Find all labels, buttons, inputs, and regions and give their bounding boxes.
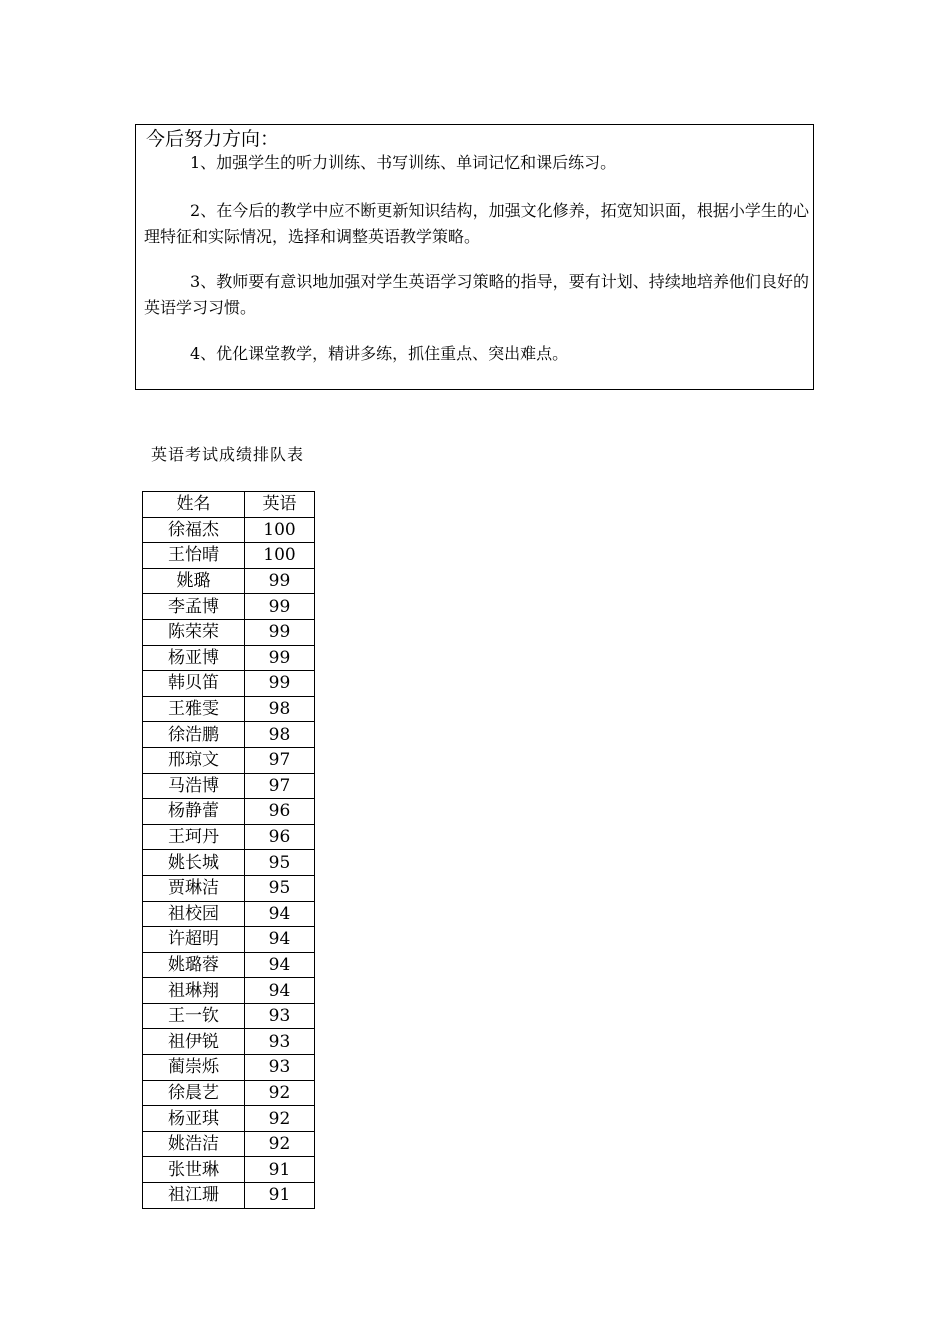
english-score-cell: 91	[245, 1157, 315, 1183]
table-row	[143, 568, 315, 594]
table-row	[143, 1055, 315, 1081]
table-row	[143, 1157, 315, 1183]
student-name-cell: 王珂丹	[143, 824, 245, 850]
table-row	[143, 1183, 315, 1209]
table-row	[143, 1029, 315, 1055]
improvement-direction-box	[135, 124, 814, 390]
improvement-item-4: 4、优化课堂教学，精讲多练，抓住重点、突出难点。	[190, 344, 569, 363]
table-row	[143, 517, 315, 543]
table-row	[143, 799, 315, 825]
student-name-cell: 姚长城	[143, 850, 245, 876]
student-name-cell: 祖伊锐	[143, 1029, 245, 1055]
student-name-cell: 韩贝笛	[143, 671, 245, 697]
english-score-cell: 97	[245, 747, 315, 773]
ranking-table-title: 英语考试成绩排队表	[151, 445, 305, 464]
table-row	[143, 824, 315, 850]
table-row	[143, 543, 315, 569]
english-score-cell: 92	[245, 1106, 315, 1132]
table-row	[143, 645, 315, 671]
student-name-cell: 姚璐	[143, 568, 245, 594]
student-name-cell: 许超明	[143, 927, 245, 953]
english-score-cell: 94	[245, 978, 315, 1004]
table-row	[143, 671, 315, 697]
student-name-cell: 姚浩洁	[143, 1131, 245, 1157]
student-name-cell: 王雅雯	[143, 696, 245, 722]
english-score-ranking-table	[142, 491, 315, 1209]
english-score-cell: 99	[245, 645, 315, 671]
student-name-cell: 王怡晴	[143, 543, 245, 569]
student-name-cell: 李孟博	[143, 594, 245, 620]
english-score-cell: 95	[245, 875, 315, 901]
table-row	[143, 901, 315, 927]
english-score-cell: 96	[245, 799, 315, 825]
table-row	[143, 1080, 315, 1106]
english-score-cell: 97	[245, 773, 315, 799]
student-name-cell: 陈荣荣	[143, 619, 245, 645]
english-score-cell: 95	[245, 850, 315, 876]
student-name-cell: 马浩博	[143, 773, 245, 799]
table-body	[143, 517, 315, 1208]
table-row	[143, 773, 315, 799]
improvement-item-2: 2、在今后的教学中应不断更新知识结构，加强文化修养，拓宽知识面，根据小学生的心理特征和实际情况，选择和调整英语教学策略。	[144, 201, 809, 246]
student-name-cell: 杨亚琪	[143, 1106, 245, 1132]
english-score-cell: 100	[245, 517, 315, 543]
table-header-row	[143, 492, 315, 518]
english-score-cell: 99	[245, 594, 315, 620]
table-row	[143, 978, 315, 1004]
english-score-cell: 93	[245, 1029, 315, 1055]
english-score-cell: 99	[245, 568, 315, 594]
student-name-cell: 蔺崇烁	[143, 1055, 245, 1081]
student-name-cell: 祖校园	[143, 901, 245, 927]
table-row	[143, 952, 315, 978]
improvement-item-3: 3、教师要有意识地加强对学生英语学习策略的指导，要有计划、持续地培养他们良好的英语学习习惯。	[144, 272, 809, 317]
student-name-cell: 徐福杰	[143, 517, 245, 543]
english-score-cell: 92	[245, 1131, 315, 1157]
improvement-item-1: 1、加强学生的听力训练、书写训练、单词记忆和课后练习。	[190, 153, 617, 172]
english-score-cell: 99	[245, 671, 315, 697]
table-row	[143, 1131, 315, 1157]
english-score-cell: 98	[245, 696, 315, 722]
english-score-cell: 98	[245, 722, 315, 748]
student-name-cell: 祖江珊	[143, 1183, 245, 1209]
english-score-cell: 92	[245, 1080, 315, 1106]
column-header-english: 英语	[245, 492, 315, 518]
student-name-cell: 姚璐蓉	[143, 952, 245, 978]
student-name-cell: 张世琳	[143, 1157, 245, 1183]
student-name-cell: 祖琳翔	[143, 978, 245, 1004]
table-row	[143, 594, 315, 620]
table-row	[143, 696, 315, 722]
english-score-cell: 91	[245, 1183, 315, 1209]
english-score-cell: 93	[245, 1055, 315, 1081]
table-row	[143, 1106, 315, 1132]
table-row	[143, 1003, 315, 1029]
table-row	[143, 747, 315, 773]
english-score-cell: 94	[245, 952, 315, 978]
student-name-cell: 贾琳洁	[143, 875, 245, 901]
english-score-cell: 94	[245, 927, 315, 953]
student-name-cell: 杨静蕾	[143, 799, 245, 825]
student-name-cell: 徐晨艺	[143, 1080, 245, 1106]
table-row	[143, 927, 315, 953]
table-row	[143, 619, 315, 645]
english-score-cell: 93	[245, 1003, 315, 1029]
column-header-name: 姓名	[143, 492, 245, 518]
english-score-cell: 96	[245, 824, 315, 850]
table-row	[143, 875, 315, 901]
english-score-cell: 100	[245, 543, 315, 569]
student-name-cell: 徐浩鹏	[143, 722, 245, 748]
english-score-cell: 94	[245, 901, 315, 927]
english-score-cell: 99	[245, 619, 315, 645]
student-name-cell: 邢琼文	[143, 747, 245, 773]
improvement-direction-title: 今后努力方向：	[146, 128, 280, 150]
student-name-cell: 王一钦	[143, 1003, 245, 1029]
table-row	[143, 722, 315, 748]
student-name-cell: 杨亚博	[143, 645, 245, 671]
table-row	[143, 850, 315, 876]
